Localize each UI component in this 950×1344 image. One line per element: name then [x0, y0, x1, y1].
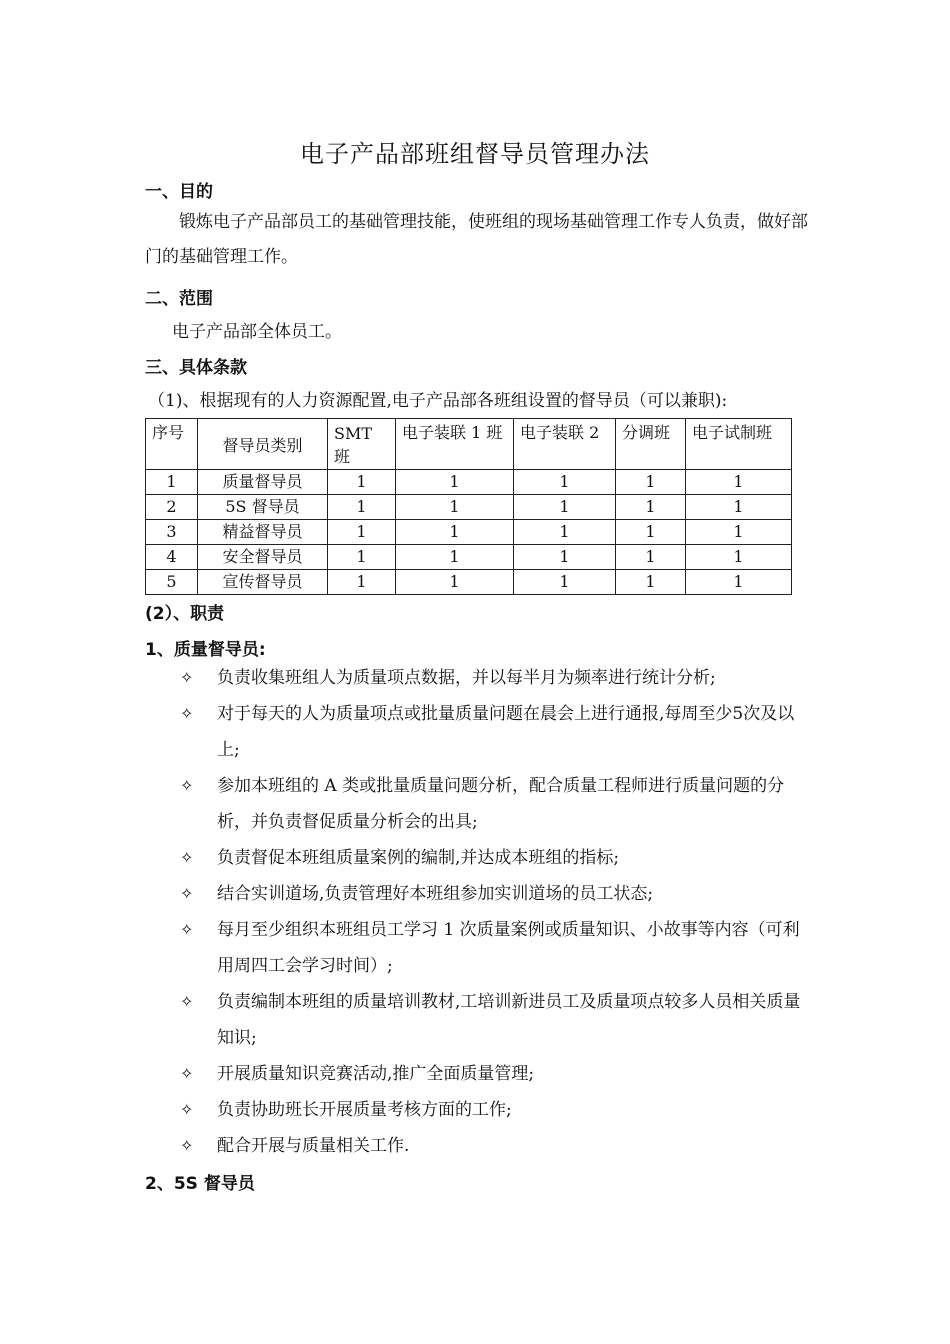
table-cell: 1	[396, 520, 514, 545]
diamond-outline-star-icon: ✧	[180, 776, 194, 795]
purpose-text: 锻炼电子产品部员工的基础管理技能，使班组的现场基础管理工作专人负责，做好部门的基础管理工作。	[145, 212, 808, 267]
table-header-cell: 电子试制班	[686, 419, 792, 470]
list-item	[180, 1092, 810, 1128]
diamond-outline-star-icon: ✧	[180, 1100, 194, 1119]
quality-supervisor-heading: 1、质量督导员:	[145, 640, 266, 660]
list-item-text: 负责编制本班组的质量培训教材,工培训新进员工及质量项点较多人员相关质量知识;	[217, 992, 801, 1048]
table-cell: 1	[686, 495, 792, 520]
table-cell: 1	[396, 470, 514, 495]
list-item-text: 负责督促本班组质量案例的编制,并达成本班组的指标;	[217, 848, 620, 868]
list-item-text: 每月至少组织本班组员工学习 1 次质量案例或质量知识、小故事等内容（可利用周四工会学习时间）;	[217, 920, 800, 976]
table-header-cell: 分调班	[616, 419, 686, 470]
table-cell: 1	[686, 520, 792, 545]
terms-intro: （1)、根据现有的人力资源配置,电子产品部各班组设置的督导员（可以兼职):	[148, 391, 728, 411]
diamond-outline-star-icon: ✧	[180, 1064, 194, 1083]
list-item	[180, 912, 810, 984]
list-item-text: 结合实训道场,负责管理好本班组参加实训道场的员工状态;	[217, 884, 654, 904]
list-item	[180, 1128, 810, 1164]
table-row	[146, 545, 792, 570]
diamond-outline-star-icon: ✧	[180, 668, 194, 687]
table-header-cell: SMT 班	[328, 419, 396, 470]
table-cell: 4	[146, 545, 198, 570]
supervisor-table	[145, 418, 792, 595]
table-cell: 1	[514, 495, 616, 520]
list-item-text: 配合开展与质量相关工作.	[217, 1136, 410, 1156]
section-heading-terms: 三、具体条款	[145, 358, 247, 378]
table-cell: 5	[146, 570, 198, 595]
table-cell: 宣传督导员	[198, 570, 328, 595]
table-cell: 精益督导员	[198, 520, 328, 545]
diamond-outline-star-icon: ✧	[180, 884, 194, 903]
table-cell: 1	[396, 570, 514, 595]
list-item-text: 负责协助班长开展质量考核方面的工作;	[217, 1100, 512, 1120]
list-item	[180, 840, 810, 876]
list-item-text: 参加本班组的 A 类或批量质量问题分析，配合质量工程师进行质量问题的分析，并负责督促质量分析会的出具;	[217, 776, 785, 832]
duties-heading: (2）、职责	[145, 604, 225, 624]
scope-text: 电子产品部全体员工。	[172, 322, 342, 342]
page-title: 电子产品部班组督导员管理办法	[300, 140, 650, 168]
table-cell: 1	[616, 470, 686, 495]
table-cell: 质量督导员	[198, 470, 328, 495]
table-cell: 1	[514, 545, 616, 570]
table-cell: 1	[396, 495, 514, 520]
table-cell: 1	[514, 570, 616, 595]
table-row	[146, 570, 792, 595]
table-cell: 1	[328, 545, 396, 570]
list-item-text: 负责收集班组人为质量项点数据，并以每半月为频率进行统计分析;	[217, 668, 716, 688]
list-item	[180, 876, 810, 912]
section-heading-purpose: 一、目的	[145, 182, 213, 202]
section-heading-scope: 二、范围	[145, 289, 213, 309]
table-cell: 1	[616, 495, 686, 520]
table-header-row	[146, 419, 792, 470]
table-cell: 1	[328, 470, 396, 495]
table-header-cell: 序号	[146, 419, 198, 470]
list-item-text: 对于每天的人为质量项点或批量质量问题在晨会上进行通报,每周至少5次及以上;	[217, 704, 795, 760]
table-row	[146, 470, 792, 495]
table-cell: 1	[616, 545, 686, 570]
diamond-outline-star-icon: ✧	[180, 992, 194, 1011]
table-cell: 1	[396, 545, 514, 570]
table-cell: 1	[616, 520, 686, 545]
table-row	[146, 520, 792, 545]
quality-duties-list	[180, 660, 810, 1164]
diamond-outline-star-icon: ✧	[180, 704, 194, 723]
purpose-paragraph	[145, 205, 810, 275]
table-cell: 1	[686, 470, 792, 495]
diamond-outline-star-icon: ✧	[180, 920, 194, 939]
table-cell: 2	[146, 495, 198, 520]
table-cell: 1	[328, 495, 396, 520]
table-header-cell: 督导员类别	[198, 419, 328, 470]
list-item	[180, 1056, 810, 1092]
fives-supervisor-heading: 2、5S 督导员	[145, 1174, 255, 1194]
table-cell: 1	[146, 470, 198, 495]
table-cell: 1	[514, 470, 616, 495]
list-item	[180, 660, 810, 696]
list-item	[180, 768, 810, 840]
diamond-outline-star-icon: ✧	[180, 1136, 194, 1155]
table-header-cell: 电子装联 1 班	[396, 419, 514, 470]
diamond-outline-star-icon: ✧	[180, 848, 194, 867]
table-cell: 1	[514, 520, 616, 545]
table-row	[146, 495, 792, 520]
table-cell: 1	[686, 545, 792, 570]
table-cell: 1	[686, 570, 792, 595]
table-cell: 1	[616, 570, 686, 595]
table-cell: 3	[146, 520, 198, 545]
list-item	[180, 696, 810, 768]
list-item	[180, 984, 810, 1056]
table-cell: 1	[328, 520, 396, 545]
table-cell: 1	[328, 570, 396, 595]
table-cell: 5S 督导员	[198, 495, 328, 520]
table-header-cell: 电子装联 2	[514, 419, 616, 470]
list-item-text: 开展质量知识竞赛活动,推广全面质量管理;	[217, 1064, 535, 1084]
table-cell: 安全督导员	[198, 545, 328, 570]
